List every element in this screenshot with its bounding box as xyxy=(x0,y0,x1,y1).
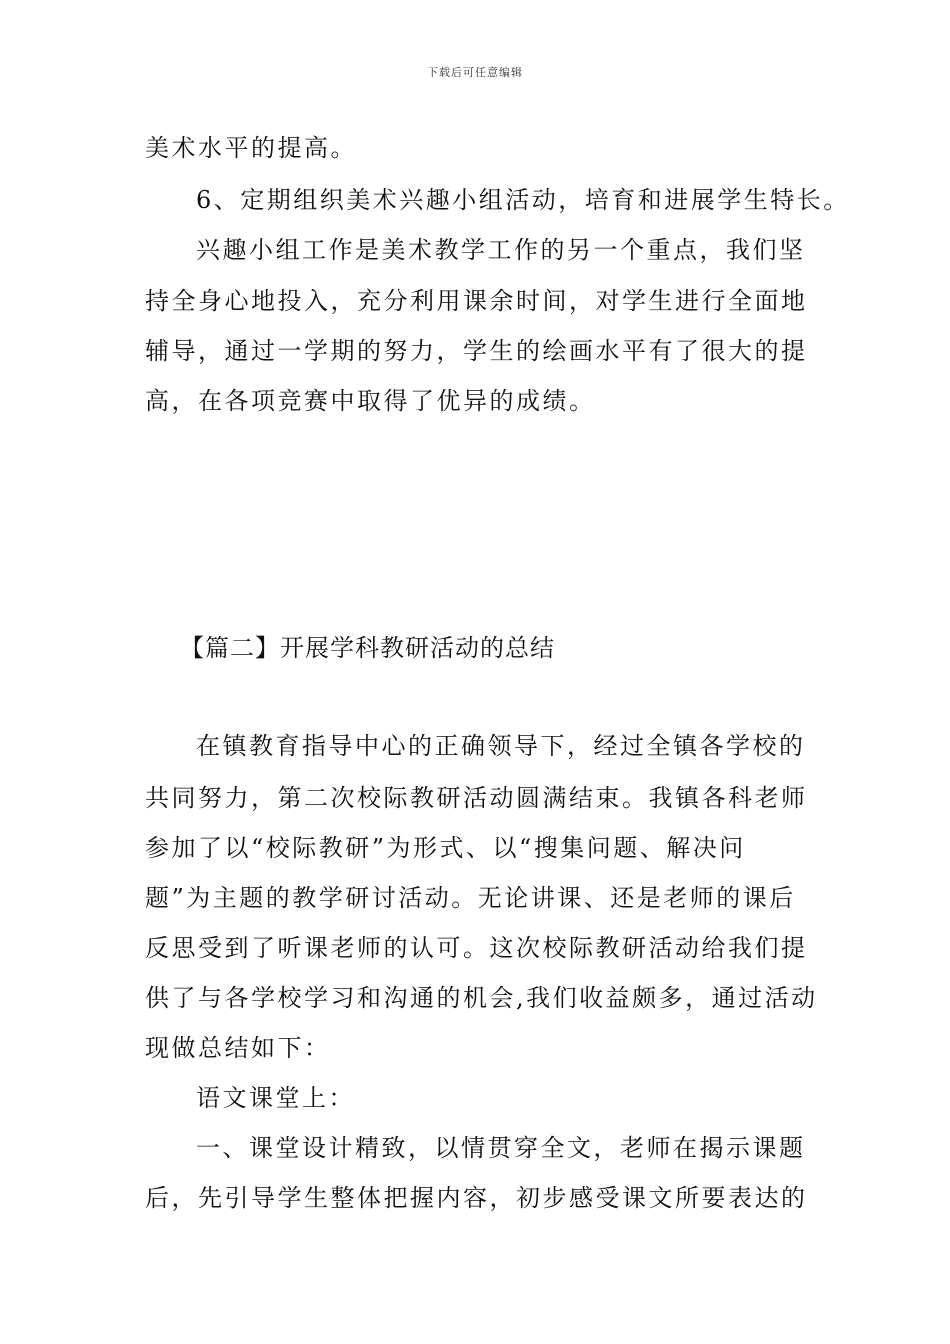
text-line: 6、定期组织美术兴趣小组活动，培育和进展学生特长。 xyxy=(196,186,850,214)
text-line: 高，在各项竞赛中取得了优异的成绩。 xyxy=(145,387,596,415)
text-line: 一、课堂设计精致，以情贯穿全文，老师在揭示课题 xyxy=(196,1134,806,1162)
text-line: 持全身心地投入，充分利用课余时间，对学生进行全面地 xyxy=(145,287,808,315)
text-line: 兴趣小组工作是美术教学工作的另一个重点，我们坚 xyxy=(196,236,806,264)
text-line: 后，先引导学生整体把握内容，初步感受课文所要表达的 xyxy=(145,1184,808,1212)
text-line: 反思受到了听课老师的认可。这次校际教研活动给我们提 xyxy=(145,934,808,962)
text-line: 共同努力，第二次校际教研活动圆满结束。我镇各科老师 xyxy=(145,784,808,812)
text-line: 题”为主题的教学研讨活动。无论讲课、还是老师的课后 xyxy=(145,884,796,912)
text-line: 语文课堂上： xyxy=(196,1084,355,1112)
text-line: 美术水平的提高。 xyxy=(145,134,357,162)
page-header: 下载后可任意编辑 xyxy=(427,66,523,79)
text-line: 供了与各学校学习和沟通的机会,我们收益颇多，通过活动 xyxy=(145,984,818,1012)
section-heading: 【篇二】开展学科教研活动的总结 xyxy=(180,634,555,662)
text-line: 辅导，通过一学期的努力，学生的绘画水平有了很大的提 xyxy=(145,337,808,365)
text-line: 参加了以“校际教研”为形式、以“搜集问题、解决问 xyxy=(145,834,746,862)
text-line: 现做总结如下： xyxy=(145,1034,331,1062)
text-line: 在镇教育指导中心的正确领导下，经过全镇各学校的 xyxy=(196,732,806,760)
